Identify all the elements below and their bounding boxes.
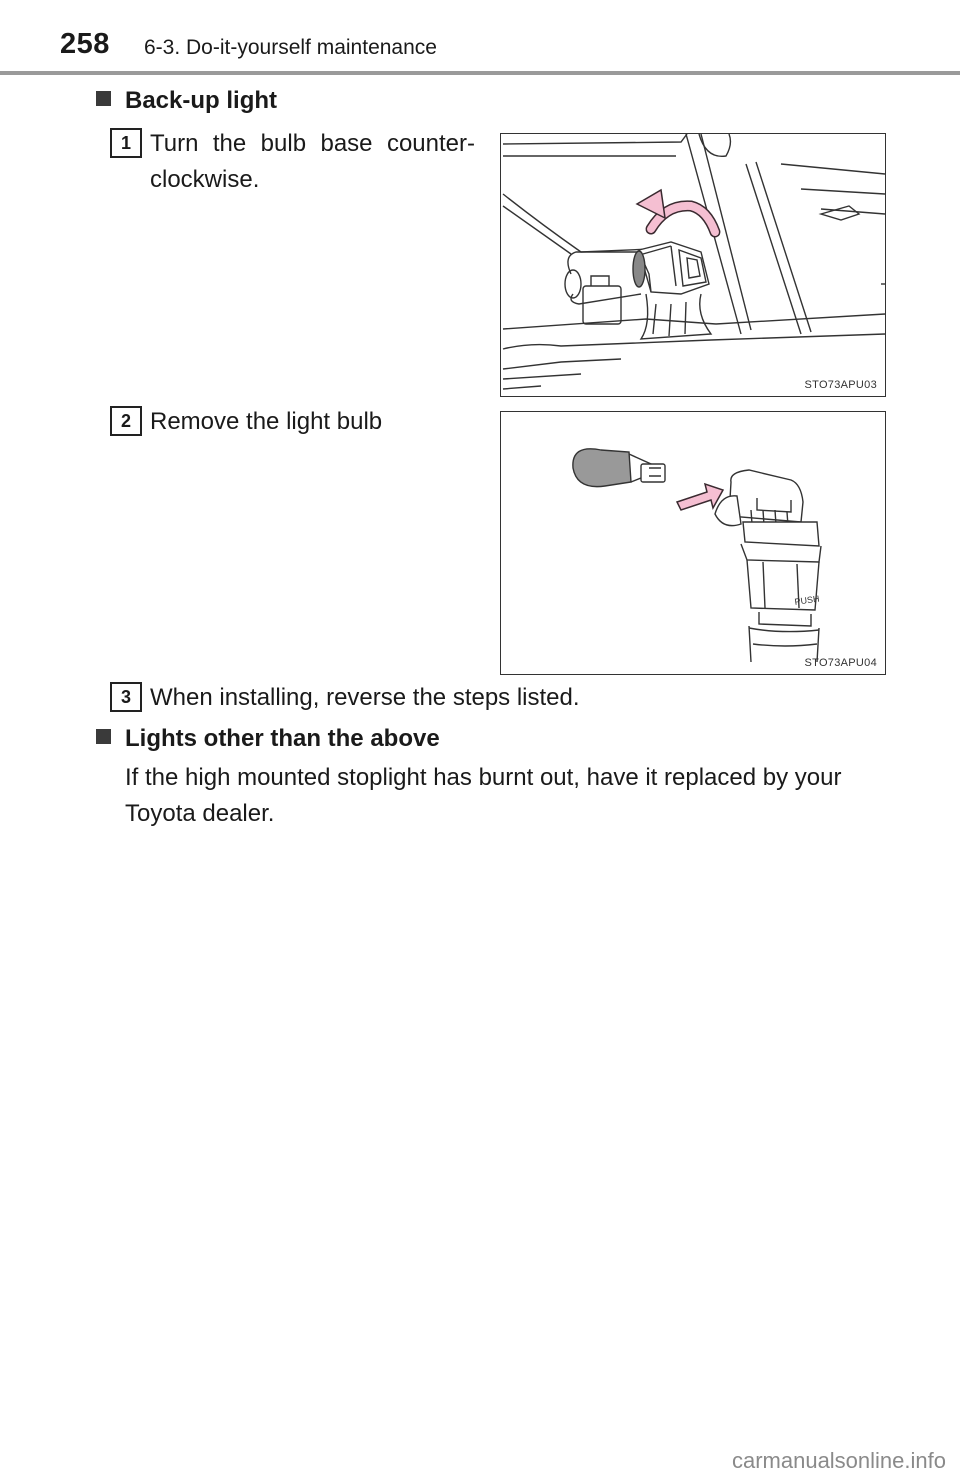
backup-light-heading — [96, 87, 277, 115]
figure-1-code: STO73APU03 — [804, 379, 877, 391]
figure-remove-bulb — [500, 411, 886, 675]
step-1-text: Turn the bulb base counter-clockwise. — [150, 130, 475, 193]
push-label: PUSH — [793, 593, 821, 607]
bullet-square-icon — [96, 729, 111, 744]
page-number: 258 — [60, 28, 110, 60]
other-lights-heading-text: Lights other than the above — [125, 725, 440, 752]
bulb-base-illustration — [501, 134, 887, 398]
step-2-badge: 2 — [110, 406, 142, 436]
other-lights-heading — [96, 725, 440, 753]
bullet-square-icon — [96, 91, 111, 106]
step-3-text: When installing, reverse the steps listed. — [150, 684, 580, 711]
step-1-badge: 1 — [110, 128, 142, 158]
step-3-badge: 3 — [110, 682, 142, 712]
light-bulb-illustration — [501, 412, 887, 676]
header-divider — [0, 71, 960, 75]
backup-light-heading-text: Back-up light — [125, 87, 278, 114]
figure-turn-bulb-base — [500, 133, 886, 397]
watermark: carmanualsonline.info — [731, 1448, 946, 1473]
other-lights-text: If the high mounted stoplight has burnt out, have it replaced by your Toyota dealer. — [125, 764, 842, 827]
figure-2-code: STO73APU04 — [804, 657, 877, 669]
section-title: 6-3. Do-it-yourself maintenance — [144, 36, 437, 59]
step-2-text: Remove the light bulb — [150, 408, 383, 435]
page-header — [0, 0, 960, 76]
